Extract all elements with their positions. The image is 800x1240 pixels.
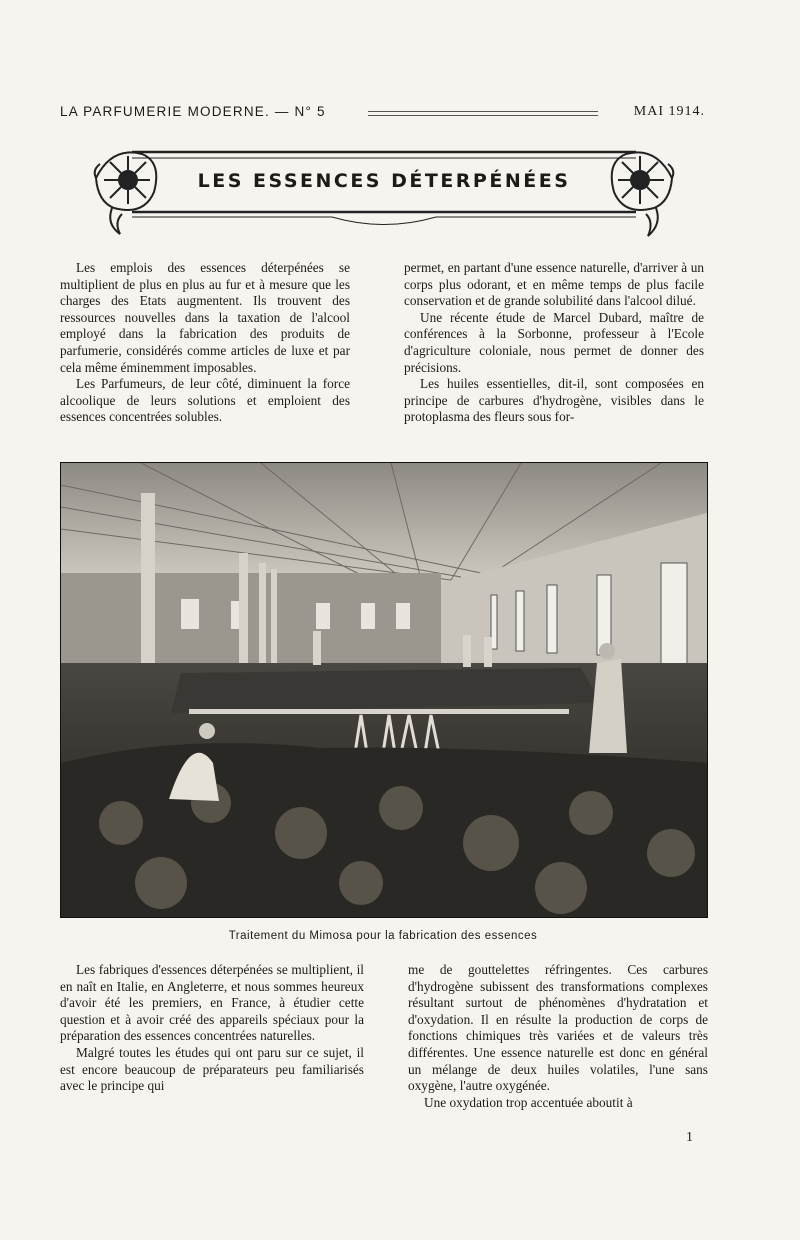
paragraph: Malgré toutes les études qui ont paru sur ce sujet, il est encore beaucoup de préparateurs peu familiarisés avec le principe qui xyxy=(60,1044,364,1094)
page-number: 1 xyxy=(686,1130,693,1145)
paragraph: Les emplois des essences déterpénées se multiplient de plus en plus au fur et à mesure que les charges des Etats augmentent. Ils trouvent des ressources nouvelles dans la taxation de l'alcool employé dans la fabrication des produits de parfumerie, considérés comme articles de luxe et par cela même éminemment imposables. xyxy=(60,260,350,375)
ornamental-title-frame xyxy=(92,142,676,242)
figure-caption: Traitement du Mimosa pour la fabrication des essences xyxy=(228,930,538,942)
article-title: LES ESSENCES DÉTERPÉNÉES xyxy=(197,170,571,192)
column-right-bottom xyxy=(408,962,708,1111)
paragraph: Les Parfumeurs, de leur côté, diminuent la force alcoolique de leurs solutions et emploient des essences concentrées solubles. xyxy=(60,376,350,425)
paragraph: Les fabriques d'essences déterpénées se multiplient, il en naît en Italie, en Angleterre, et nous sommes heureux d'avoir été les premiers, en France, à étudier cette question et à avoir créé des appareils spéciaux pour la préparation des essences concentrées naturelles. xyxy=(60,962,364,1044)
paragraph: Une oxydation trop accentuée aboutit à xyxy=(424,1094,633,1110)
journal-title: LA PARFUMERIE MODERNE. — N° 5 xyxy=(60,104,326,119)
right-flower-ornament xyxy=(612,152,674,236)
paragraph: Les huiles essentielles, dit-il, sont composées en principe de carbures d'hydrogène, visibles dans le protoplasma des fleurs sous for- xyxy=(404,376,704,425)
factory-photograph xyxy=(60,462,708,918)
left-flower-ornament xyxy=(95,152,157,234)
running-header xyxy=(60,100,705,124)
issue-date: MAI 1914. xyxy=(633,104,705,119)
header-rule xyxy=(368,111,598,116)
paragraph: permet, en partant d'une essence naturelle, d'arriver à un corps plus odorant, et en même temps de plus facile conservation et de grande solubilité dans l'alcool dilué. xyxy=(404,260,704,309)
paragraph: Une récente étude de Marcel Dubard, maître de conférences à la Sorbonne, professeur à l'Ecole d'agriculture coloniale, nous permet de donner des précisions. xyxy=(404,309,704,375)
column-left-bottom xyxy=(60,962,364,1095)
column-left-top xyxy=(60,260,350,426)
paragraph: me de gouttelettes réfringentes. Ces carbures d'hydrogène subissent des transformations complexes résultant surtout de phénomènes d'hydratation et d'oxydation. Il en résulte la production de corps de fonctions chimiques très variées et de valeurs très différentes. Une essence naturelle est donc en général un mélange de deux huiles volatiles, l'une sans oxygène, l'autre oxygénée. xyxy=(408,962,708,1094)
column-right-top xyxy=(404,260,704,426)
